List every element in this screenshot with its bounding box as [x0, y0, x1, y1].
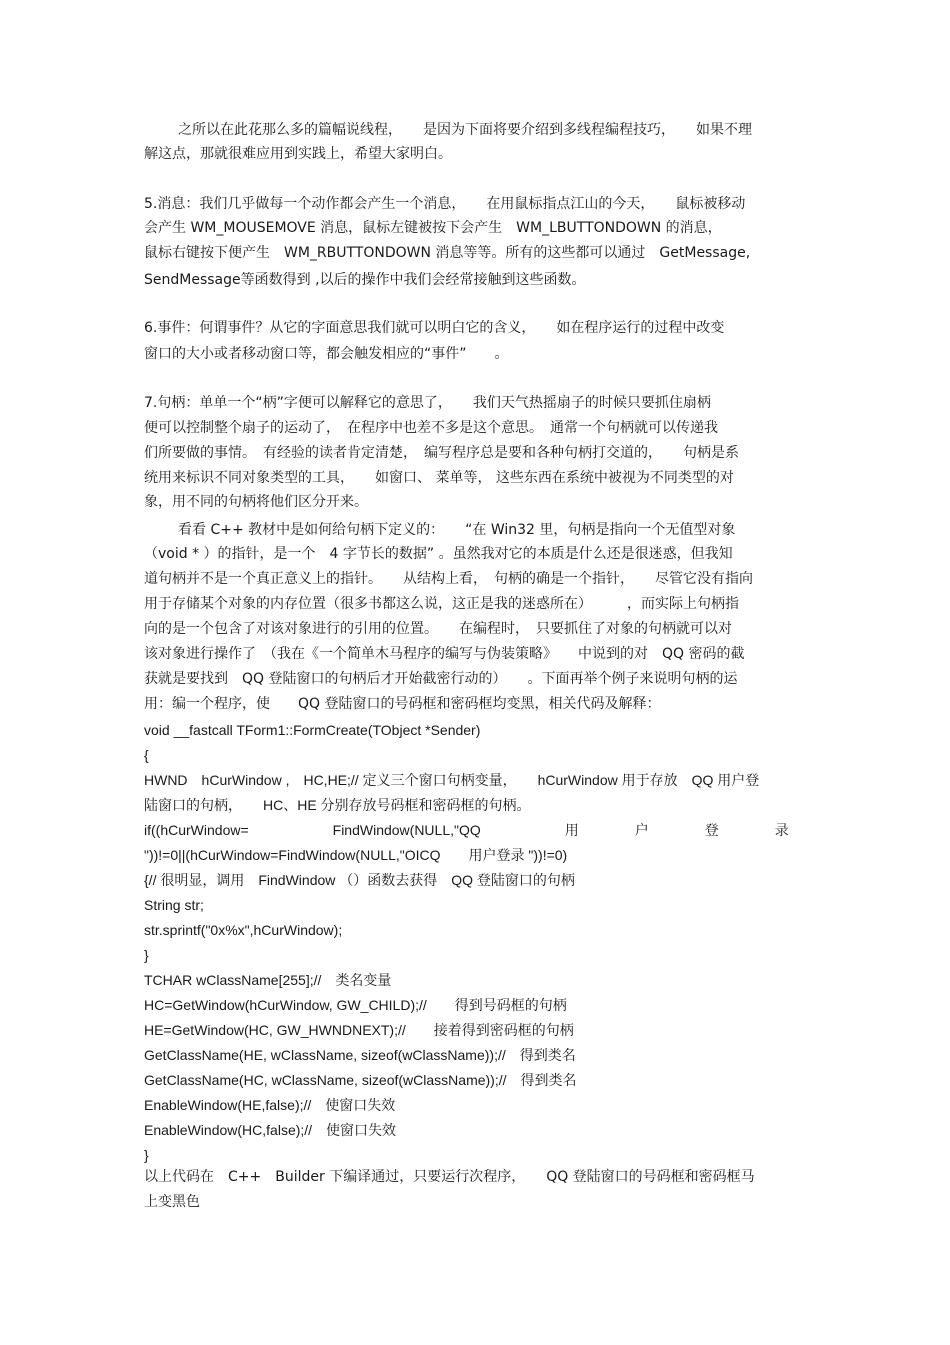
text-line: 7.句柄：单单一个“柄”字便可以解释它的意思了， 我们天气热摇扇子的时候只要抓住扇柄	[144, 395, 711, 411]
code-line: {	[144, 747, 149, 763]
code-line: EnableWindow(HC,false);// 使窗口失效	[144, 1122, 397, 1138]
code-line: }	[144, 947, 149, 963]
code-line: EnableWindow(HE,false);// 使窗口失效	[144, 1097, 396, 1113]
text-line: 上变黑色	[144, 1194, 200, 1210]
text-line: 获就是要找到 QQ 登陆窗口的句柄后才开始截密行动的） 。下面再举个例子来说明句柄的运	[144, 671, 738, 687]
code-line: if((hCurWindow= FindWindow(NULL,"QQ 用 户 登 录	[144, 822, 789, 838]
text-line: 便可以控制整个扇子的运动了， 在程序中也差不多是这个意思。 通常一个句柄就可以传递我	[144, 420, 718, 436]
code-line: GetClassName(HC, wClassName, sizeof(wClassName));// 得到类名	[144, 1072, 577, 1088]
text-line: 6.事件：何谓事件？从它的字面意思我们就可以明白它的含义， 如在程序运行的过程中改变	[144, 320, 725, 336]
text-line: 以上代码在 C++ Builder 下编译通过，只要运行次程序， QQ 登陆窗口的号码框和密码框马	[144, 1169, 755, 1185]
code-line: str.sprintf("0x%x",hCurWindow);	[144, 922, 343, 938]
code-line: TCHAR wClassName[255];// 类名变量	[144, 972, 392, 988]
text-line: 道句柄并不是一个真正意义上的指针。 从结构上看， 句柄的确是一个指针， 尽管它没有指向	[144, 571, 753, 587]
text-line: 统用来标识不同对象类型的工具， 如窗口、 菜单等， 这些东西在系统中被视为不同类型的对	[144, 470, 734, 486]
code-line: HWND hCurWindow , HC,HE;// 定义三个窗口句柄变量， hCurWindow 用于存放 QQ 用户登	[144, 772, 760, 788]
text-line: 会产生 WM_MOUSEMOVE 消息，鼠标左键被按下会产生 WM_LBUTTONDOWN 的消息，	[144, 220, 722, 236]
code-line: "))!=0||(hCurWindow=FindWindow(NULL,"OICQ 用户登录 "))!=0)	[144, 847, 568, 863]
code-line: HC=GetWindow(hCurWindow, GW_CHILD);// 得到号码框的句柄	[144, 997, 567, 1013]
code-line: String str;	[144, 897, 204, 913]
code-line: 陆窗口的句柄， HC、HE 分别存放号码框和密码框的句柄。	[144, 797, 531, 813]
text-line: 鼠标右键按下便产生 WM_RBUTTONDOWN 消息等等。所有的这些都可以通过 GetMessage,	[144, 245, 751, 261]
text-line: 窗口的大小或者移动窗口等，都会触发相应的“事件” 。	[144, 346, 509, 362]
text-line: 用于存储某个对象的内存位置（很多书都这么说，这正是我的迷惑所在） ，而实际上句柄指	[144, 596, 739, 612]
text-line: 5.消息：我们几乎做每一个动作都会产生一个消息， 在用鼠标指点江山的今天， 鼠标被移动	[144, 196, 746, 212]
text-line: 解这点，那就很难应用到实践上，希望大家明白。	[144, 146, 452, 162]
code-line: {// 很明显，调用 FindWindow （）函数去获得 QQ 登陆窗口的句柄	[144, 872, 575, 888]
text-line: （void * ）的指针，是一个 4 字节长的数据” 。虽然我对它的本质是什么还是很迷惑，但我知	[144, 546, 733, 562]
code-line: void __fastcall TForm1::FormCreate(TObject *Sender)	[144, 722, 481, 738]
code-line: HE=GetWindow(HC, GW_HWNDNEXT);// 接着得到密码框的句柄	[144, 1022, 574, 1038]
text-line: 向的是一个包含了对该对象进行的引用的位置。 在编程时， 只要抓住了对象的句柄就可以对	[144, 621, 732, 637]
text-line: 用：编一个程序，使 QQ 登陆窗口的号码框和密码框均变黑，相关代码及解释：	[144, 696, 661, 712]
text-line: 象，用不同的句柄将他们区分开来。	[144, 494, 368, 510]
text-line: 之所以在此花那么多的篇幅说线程， 是因为下面将要介绍到多线程编程技巧， 如果不理	[178, 122, 752, 138]
text-line: 看看 C++ 教材中是如何给句柄下定义的： “在 Win32 里，句柄是指向一个无值型对象	[178, 522, 736, 538]
code-line: GetClassName(HE, wClassName, sizeof(wClassName));// 得到类名	[144, 1047, 576, 1063]
code-line: }	[144, 1147, 149, 1163]
text-line: SendMessage等函数得到 ,以后的操作中我们会经常接触到这些函数。	[144, 272, 586, 288]
text-line: 们所要做的事情。 有经验的读者肯定清楚， 编写程序总是要和各种句柄打交道的， 句柄是系	[144, 445, 739, 461]
text-line: 该对象进行操作了 （我在《一个简单木马程序的编写与伪装策略》 中说到的对 QQ 密码的截	[144, 646, 745, 662]
